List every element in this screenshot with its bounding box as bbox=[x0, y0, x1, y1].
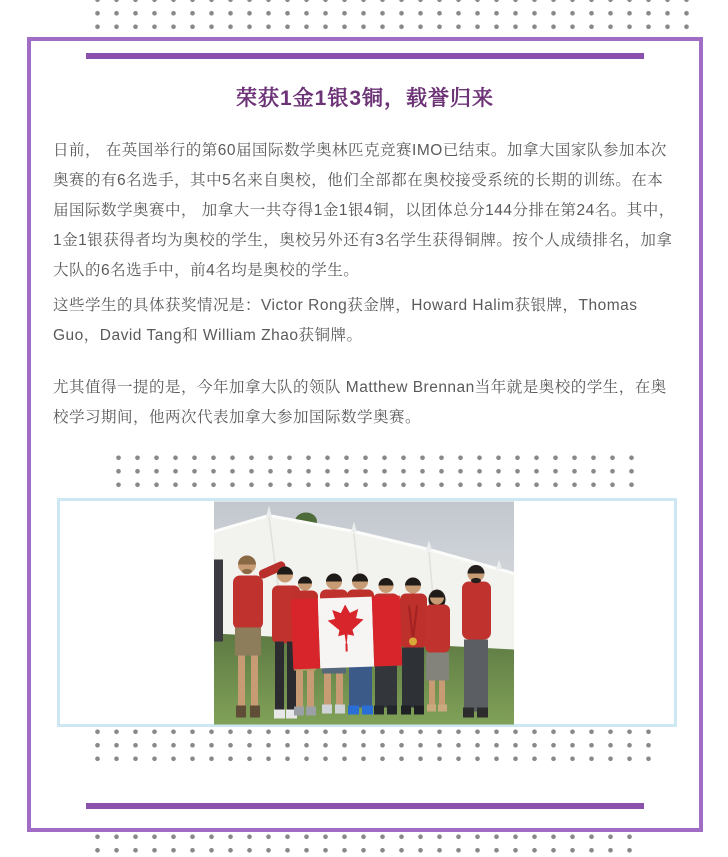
title-accent-line-top bbox=[86, 53, 644, 59]
dots-pattern-bottom bbox=[88, 830, 641, 857]
dots-pattern-top bbox=[88, 0, 703, 31]
canada-flag bbox=[291, 596, 402, 670]
paragraph-intro: 日前， 在英国举行的第60届国际数学奥林匹克竞赛IMO已结束。加拿大国家队参加本次奥赛的有6名选手，其中5名来自奥校，他们全部都在奥校接受系统的长期的训练。在本届国际数学奥赛中， 加拿大一共夺得1金1银4铜，以团体总分144分排在第24名。其中，1金1银获得者均为奥校的学生，奥校另外还有3名学生获得铜牌。按个人成绩排名，加拿大队的6名选手中，前4名均是奥校的学生。 bbox=[53, 142, 675, 279]
bystander bbox=[214, 560, 223, 642]
dots-pattern-above-photo bbox=[109, 451, 641, 492]
paragraph-medals: 这些学生的具体获奖情况是：Victor Rong获金牌，Howard Halim获银牌，Thomas Guo，David Tang和 William Zhao获铜牌。 bbox=[53, 297, 638, 344]
paragraph-coach: 尤其值得一提的是，今年加拿大队的领队 Matthew Brennan当年就是奥校的学生，在奥校学习期间，他两次代表加拿大参加国际数学奥赛。 bbox=[53, 379, 667, 426]
dots-pattern-below-photo bbox=[88, 725, 661, 766]
article-title: 荣获1金1银3铜，载誉归来 bbox=[235, 87, 495, 110]
team-photo[interactable] bbox=[214, 501, 514, 725]
accent-line-bottom bbox=[86, 803, 644, 809]
